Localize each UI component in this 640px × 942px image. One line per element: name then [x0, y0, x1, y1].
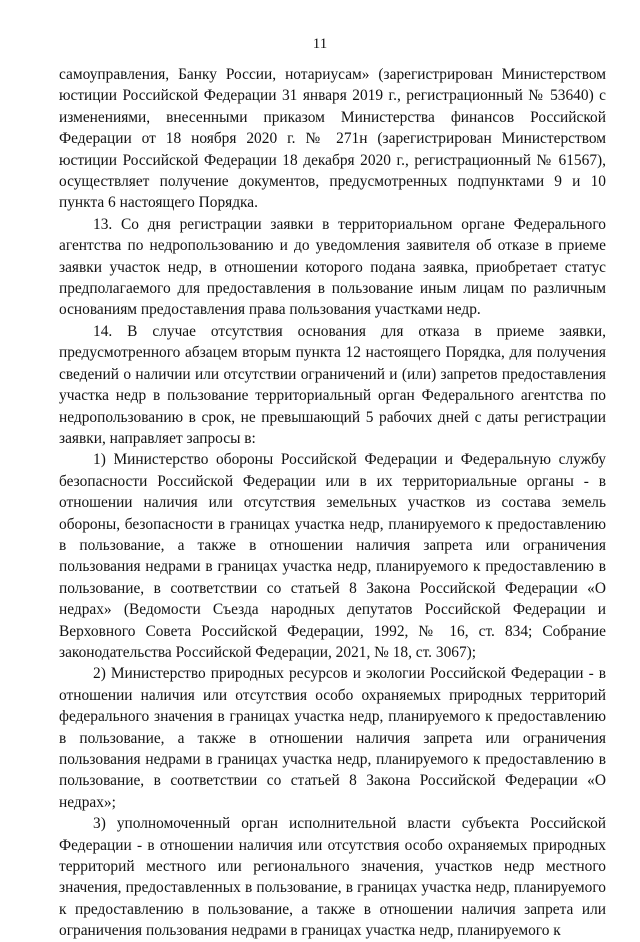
paragraph-item-13: 13. Со дня регистрации заявки в территориальном органе Федерального агентства по недропользованию и до уведомления заявителя об отказе в приеме заявки участок недр, в отношении которого подана заявка, приобретает статус предполагаемого для предоставления в пользование иным лицам по различным основаниям предоставления права пользования участками недр.: [59, 215, 606, 319]
paragraph-item-14: 14. В случае отсутствия основания для отказа в приеме заявки, предусмотренного абзацем вторым пункта 12 настоящего Порядка, для получения сведений о наличии или отсутствии ограничений и (или) запретов предоставления участка недр в пользование территориальный орган Федерального агентства по недропользованию в срок, не превышающий 5 рабочих дней с даты регистрации заявки, направляет запросы в:: [59, 322, 606, 447]
paragraph-subitem-1: 1) Министерство обороны Российской Федерации и Федеральную службу безопасности Российской Федерации или в их территориальные органы - в отношении наличия или отсутствия земельных участков из состава земель обороны, безопасности в границах участка недр, планируемого к предоставлению в пользование, а также в отношении наличия запрета или ограничения пользования недрами в границах участка недр, планируемого к предоставлению в пользование, в соответствии со статьей 8 Закона Российской Федерации «О недрах» (Ведомости Съезда народных депутатов Российской Федерации и Верховного Совета Российской Федерации, 1992, № 16, ст. 834; Собрание законодательства Российской Федерации, 2021, № 18, ст. 3067);: [59, 451, 606, 661]
document-body: [59, 64, 606, 942]
paragraph-subitem-3: 3) уполномоченный орган исполнительной власти субъекта Российской Федерации - в отношении наличия или отсутствия особо охраняемых природных территорий местного или регионального значения, участков недр местного значения, предоставленных в пользование, в границах участка недр, планируемого к предоставлению в пользование, а также в отношении наличия запрета или ограничения пользования недрами в границах участка недр, планируемого к: [59, 815, 606, 940]
paragraph-continuation: самоуправления, Банку России, нотариусам» (зарегистрирован Министерством юстиции Российской Федерации 31 января 2019 г., регистрационный № 53640) с изменениями, внесенными приказом Министерства финансов Российской Федерации от 18 ноября 2020 г. № 271н (зарегистрирован Министерством юстиции Российской Федерации 18 декабря 2020 г., регистрационный № 61567), осуществляет получение документов, предусмотренных подпунктами 9 и 10 пункта 6 настоящего Порядка.: [59, 66, 606, 212]
paragraph-subitem-2: 2) Министерство природных ресурсов и экологии Российской Федерации - в отношении наличия или отсутствия особо охраняемых природных территорий федерального значения в границах участка недр, планируемого к предоставлению в пользование, а также в отношении наличия запрета или ограничения пользования недрами в границах участка недр, планируемого к предоставлению в пользование, в соответствии со статьей 8 Закона Российской Федерации «О недрах»;: [59, 665, 606, 811]
page-number: 11: [312, 36, 328, 52]
